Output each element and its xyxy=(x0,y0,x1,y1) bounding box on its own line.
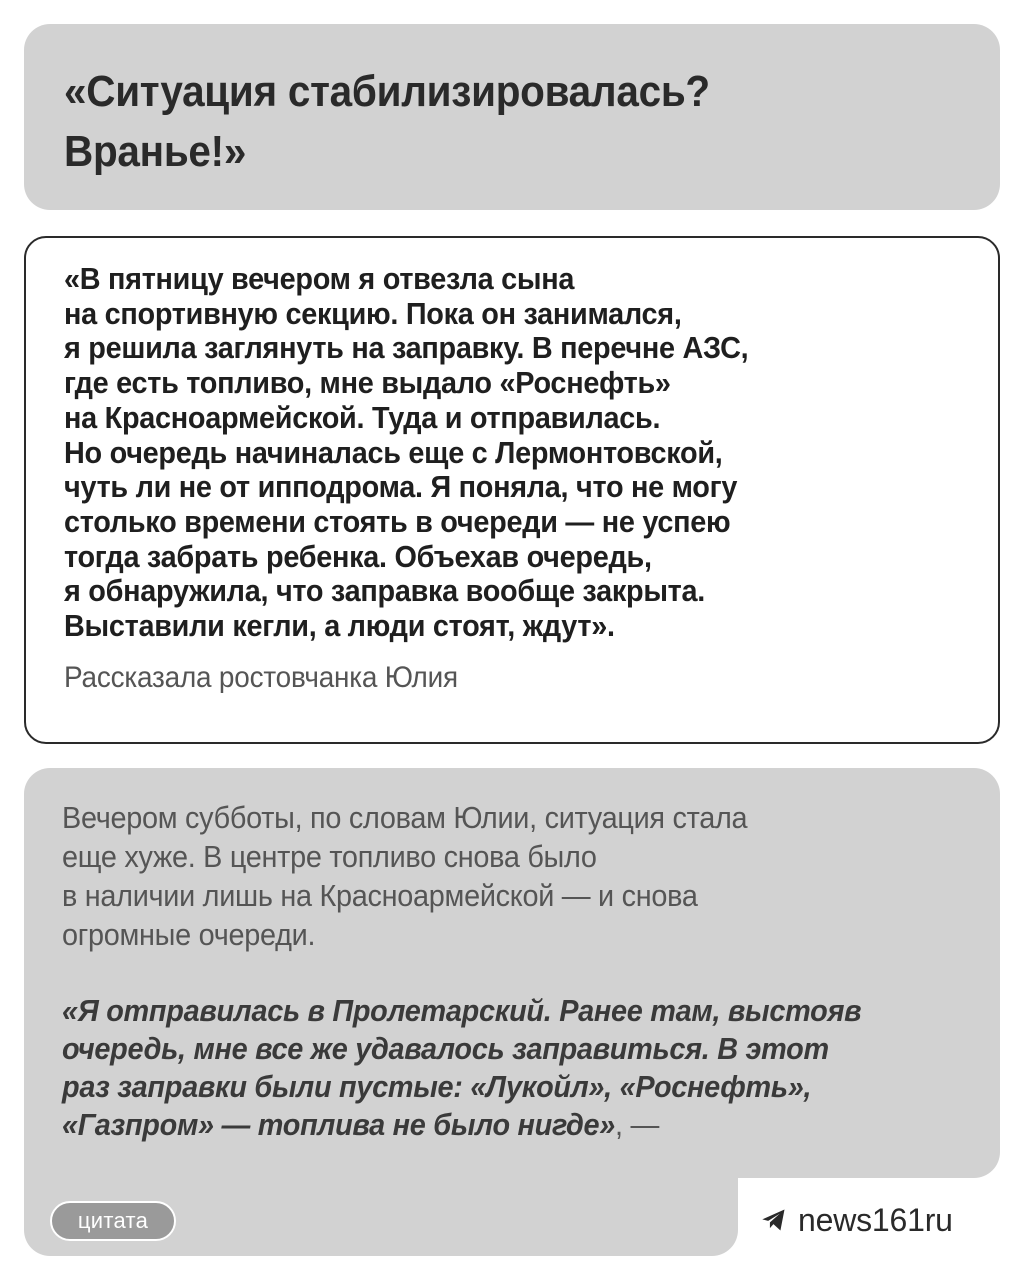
body-line: огромные очереди. xyxy=(62,917,316,952)
brand-name: news161ru xyxy=(798,1201,953,1238)
quote-tag: цитата xyxy=(50,1201,176,1241)
body-quote-line: «Газпром» — топлива не было нигде» xyxy=(62,1107,616,1142)
quote-line: на спортивную секцию. Пока он занимался, xyxy=(64,295,682,331)
quote-line: тогда забрать ребенка. Объехав очередь, xyxy=(64,538,652,574)
body-quote-line: очередь, мне все же удавалось заправиться. В этот xyxy=(62,1031,829,1066)
headline-card xyxy=(24,24,1000,210)
body-line: еще хуже. В центре топливо снова было xyxy=(62,839,597,874)
body-paragraph xyxy=(62,798,955,954)
headline-line-1: «Ситуация стабилизировалась? xyxy=(64,67,710,116)
quote-line: чуть ли не от ипподрома. Я поняла, что не могу xyxy=(64,469,738,505)
body-quote-line: раз заправки были пустые: «Лукойл», «Роснефть», xyxy=(62,1069,812,1104)
headline-line-2: Вранье!» xyxy=(64,127,247,176)
quote-line: Выставили кегли, а люди стоят, ждут». xyxy=(64,608,615,644)
quote-line: на Красноармейской. Туда и отправилась. xyxy=(64,399,661,435)
body-quote-line: «Я отправилась в Пролетарский. Ранее там, выстояв xyxy=(62,993,862,1028)
body-card xyxy=(24,768,1000,1178)
quote-line: столько времени стоять в очереди — не успею xyxy=(64,503,731,539)
quote-text xyxy=(64,262,957,644)
telegram-plane-icon xyxy=(760,1206,788,1234)
quote-line: Но очередь начиналась еще с Лермонтовской, xyxy=(64,434,723,470)
body-line: в наличии лишь на Красноармейской — и снова xyxy=(62,878,698,913)
quote-line: где есть топливо, мне выдало «Роснефть» xyxy=(64,365,671,401)
quote-card xyxy=(24,236,1000,744)
notch-corner xyxy=(712,1152,738,1178)
quote-attribution: Рассказала ростовчанка Юлия xyxy=(64,660,458,694)
quote-line: я обнаружила, что заправка вообще закрыта. xyxy=(64,573,706,609)
headline xyxy=(64,62,984,182)
quote-line: я решила заглянуть на заправку. В перечне АЗС, xyxy=(64,330,749,366)
body-quote-dash: , — xyxy=(615,1107,660,1142)
body-line: Вечером субботы, по словам Юлии, ситуация стала xyxy=(62,800,748,835)
brand-signature xyxy=(760,1196,953,1244)
quote-line: «В пятницу вечером я отвезла сына xyxy=(64,261,575,296)
